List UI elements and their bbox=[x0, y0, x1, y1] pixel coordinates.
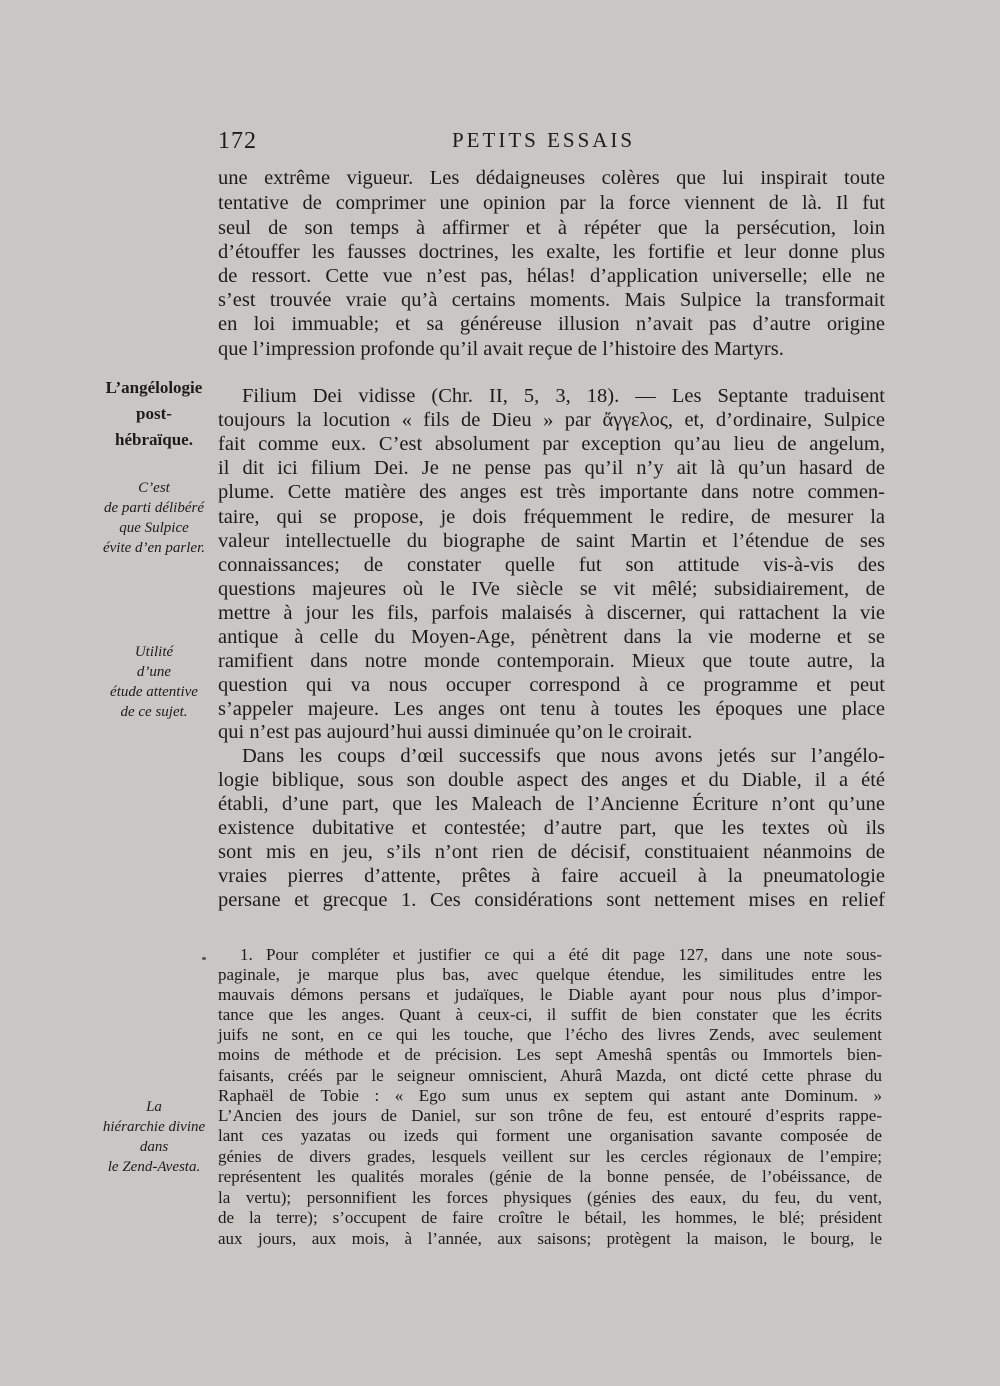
body-line: plume. Cette matière des anges est très importante dans notre commen- bbox=[218, 481, 885, 503]
body-line: tentative de comprimer une opinion par la force viennent de là. Il fut bbox=[218, 192, 885, 214]
body-line: vraies pierres d’attente, prêtes à faire accueil à la pneumatologie bbox=[218, 865, 885, 887]
body-line: Filium Dei vidisse (Chr. II, 5, 3, 18). — Les Septante traduisent bbox=[242, 385, 885, 407]
margin-note-line: C’est bbox=[138, 480, 170, 496]
body-line: mettre à jour les fils, parfois malaisés à discerner, qui rattachent la vie bbox=[218, 602, 885, 624]
margin-note-line: évite d’en parler. bbox=[102, 540, 206, 556]
footnote-line: Raphaël de Tobie : « Ego sum unus ex septem qui astant ante Dominum. » bbox=[218, 1086, 882, 1105]
body-line: il dit ici filium Dei. Je ne pense pas qu’il n’y ait là qu’un hasard de bbox=[218, 457, 885, 479]
footnote-line: L’Ancien des jours de Daniel, sur son trône de feu, est entouré d’esprits rappe- bbox=[218, 1106, 882, 1125]
margin-note-line: de parti délibéré bbox=[104, 500, 204, 516]
body-line: Dans les coups d’œil successifs que nous avons jetés sur l’angélo- bbox=[242, 745, 885, 767]
footnote-line: faisants, créés par le seigneur omniscient, Ahurâ Mazda, ont dicté cette phrase du bbox=[218, 1066, 882, 1085]
body-line: que l’impression profonde qu’il avait reçue de l’histoire des Martyrs. bbox=[218, 338, 784, 360]
body-line: persane et grecque 1. Ces considérations sont nettement mises en relief bbox=[218, 889, 885, 911]
margin-note-line: post- bbox=[136, 404, 172, 423]
page-number: 172 bbox=[218, 128, 257, 154]
margin-note-line: La bbox=[146, 1099, 162, 1115]
footnote-line: lant ces yazatas ou izeds qui forment une organisation savante composée de bbox=[218, 1126, 882, 1145]
body-line: taire, qui se propose, je dois fréquemment le redire, de mesurer la bbox=[218, 506, 885, 528]
margin-note-line: que Sulpice bbox=[119, 520, 189, 536]
margin-note-hierarchie bbox=[84, 1097, 224, 1177]
footnote-line: représentent les qualités morales (génie de la bonne pensée, de l’obéissance, de bbox=[218, 1167, 882, 1186]
running-title: PETITS ESSAIS bbox=[452, 128, 636, 152]
margin-note-line: de ce sujet. bbox=[120, 704, 188, 720]
body-line: ramifient dans notre monde contemporain. Mieux que toute autre, la bbox=[218, 650, 885, 672]
body-line: logie biblique, sous son double aspect des anges et du Diable, il a été bbox=[218, 769, 885, 791]
margin-note-parti-delibere bbox=[84, 478, 224, 558]
footnote-line: paginale, je marque plus bas, avec quelque étendue, les similitudes entre les bbox=[218, 965, 882, 984]
body-line: de ressort. Cette vue n’est pas, hélas! d’application universelle; elle ne bbox=[218, 265, 885, 287]
body-line: qui n’est pas aujourd’hui aussi diminuée qu’on le croirait. bbox=[218, 721, 693, 743]
body-line: existence dubitative et contestée; d’autre part, que les textes où ils bbox=[218, 817, 885, 839]
footnote-line: la vertu); personnifient les forces physiques (génies des eaux, du feu, du vent, bbox=[218, 1188, 882, 1207]
margin-note-line: hiérarchie divine bbox=[102, 1119, 206, 1135]
body-line: question qui va nous occuper correspond à ce programme et peut bbox=[218, 674, 885, 696]
footnote-line: 1. Pour compléter et justifier ce qui a été dit page 127, dans une note sous- bbox=[240, 945, 882, 964]
body-line: sont mis en jeu, s’ils n’ont rien de décisif, constituaient néanmoins de bbox=[218, 841, 885, 863]
body-line: questions majeures où le IVe siècle se vit mêlé; subsidiairement, de bbox=[218, 578, 885, 600]
footnote-line: de la terre); s’occupent de faire croître le bétail, les hommes, le blé; président bbox=[218, 1208, 882, 1227]
body-line: seul de son temps à affirmer et à répéter que la persécution, loin bbox=[218, 217, 885, 239]
body-line: en loi immuable; et sa généreuse illusion n’avait pas d’autre origine bbox=[218, 313, 885, 335]
body-line: une extrême vigueur. Les dédaigneuses colères que lui inspirait toute bbox=[218, 167, 885, 189]
ink-speck bbox=[202, 957, 206, 960]
body-line: valeur intellectuelle du biographe de saint Martin et l’étendue de ses bbox=[218, 530, 885, 552]
margin-note-line: le Zend-Avesta. bbox=[107, 1159, 201, 1175]
footnote-line: génies de divers grades, lesquels veillent sur les cercles régionaux de l’empire; bbox=[218, 1147, 882, 1166]
body-line: d’étouffer les fausses doctrines, les exalte, les fortifie et leur donne plus bbox=[218, 241, 885, 263]
body-line: antique à celle du Moyen-Age, pénètrent dans la vie moderne et se bbox=[218, 626, 885, 648]
margin-note-line: hébraïque. bbox=[115, 430, 193, 449]
body-line: toujours la locution « fils de Dieu » par ἄγγελος, et, d’ordinaire, Sulpice bbox=[218, 409, 885, 431]
footnote-line: moins de méthode et de précision. Les sept Ameshâ spentâs ou Immortels bien- bbox=[218, 1045, 882, 1064]
margin-note-line: d’une bbox=[136, 664, 172, 680]
body-line: s’est trouvée vraie qu’à certains moments. Mais Sulpice la transformait bbox=[218, 289, 885, 311]
margin-note-line: Utilité bbox=[134, 644, 174, 660]
footnote-line: aux jours, aux mois, à l’année, aux saisons; protègent la maison, le bourg, le bbox=[218, 1229, 882, 1248]
margin-note-line: dans bbox=[139, 1139, 169, 1155]
body-line: fait comme eux. C’est absolument par exception qu’au lieu de angelum, bbox=[218, 433, 885, 455]
margin-note-angelologie bbox=[84, 375, 224, 453]
margin-note-utilite bbox=[84, 642, 224, 722]
margin-note-line: étude attentive bbox=[110, 684, 198, 700]
footnote-line: mauvais démons persans et judaïques, le Diable ayant pour nous plus d’impor- bbox=[218, 985, 882, 1004]
footnote-line: tance que les anges. Quant à ceux-ci, il suffit de bien constater que les écrits bbox=[218, 1005, 882, 1024]
margin-note-line: L’angélologie bbox=[105, 378, 203, 397]
footnote-line: juifs ne sont, en ce qui les touche, que l’écho des livres Zends, avec seulement bbox=[218, 1025, 882, 1044]
body-line: s’appeler majeure. Les anges ont tenu à toutes les époques une place bbox=[218, 698, 885, 720]
running-head bbox=[218, 128, 888, 158]
body-line: établi, d’une part, que les Maleach de l’Ancienne Écriture n’ont qu’une bbox=[218, 793, 885, 815]
body-line: connaissances; de constater quelle fut son attitude vis-à-vis des bbox=[218, 554, 885, 576]
